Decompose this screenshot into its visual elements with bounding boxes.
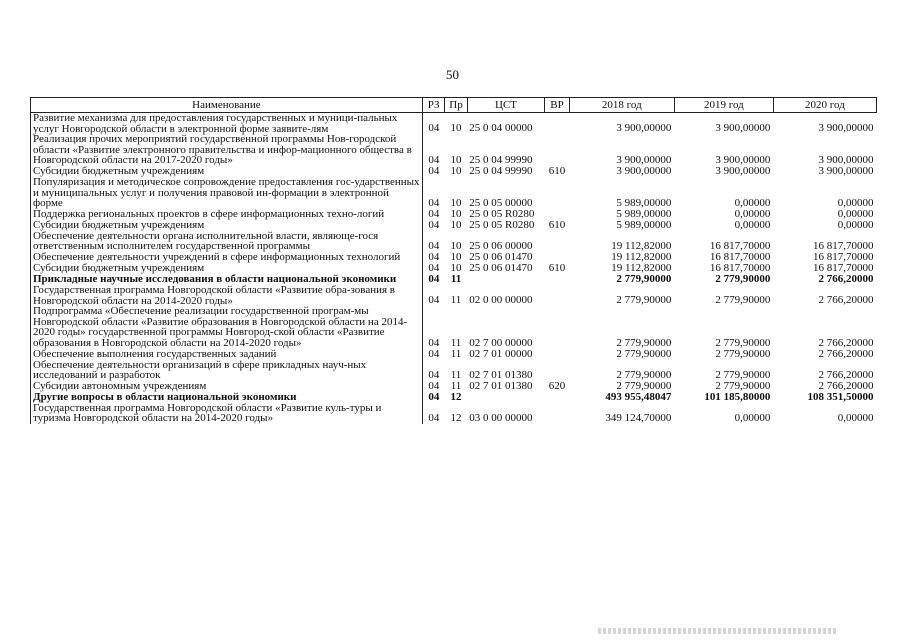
row-pr: 12 bbox=[450, 390, 462, 403]
row-name: Субсидии автономным учреждениям bbox=[31, 381, 423, 392]
row-rz: 04 bbox=[428, 250, 440, 263]
row-rz: 04 bbox=[428, 218, 440, 231]
row-vr bbox=[545, 306, 569, 348]
row-2020: 2 766,20000 bbox=[818, 347, 874, 360]
row-2018: 2 779,90000 bbox=[616, 336, 672, 349]
row-cst bbox=[467, 274, 545, 285]
row-2019: 16 817,70000 bbox=[709, 261, 771, 274]
row-2018: 5 989,00000 bbox=[616, 207, 672, 220]
row-rz: 04 bbox=[428, 261, 440, 274]
row-cst: 02 7 01 01380 bbox=[469, 368, 533, 381]
row-rz: 04 bbox=[428, 336, 440, 349]
row-cst bbox=[467, 392, 545, 403]
row-cst: 02 0 00 00000 bbox=[469, 294, 533, 307]
row-2018: 3 900,00000 bbox=[616, 164, 672, 177]
row-vr bbox=[545, 392, 569, 403]
row-vr: 610 bbox=[548, 164, 566, 177]
row-cst: 25 0 05 00000 bbox=[469, 196, 533, 209]
row-2019: 3 900,00000 bbox=[715, 164, 771, 177]
row-vr bbox=[545, 274, 569, 285]
header-rz: РЗ bbox=[422, 98, 444, 113]
row-name: Прикладные научные исследования в области национальной экономики bbox=[31, 274, 423, 285]
row-2020: 0,00000 bbox=[837, 207, 874, 220]
row-rz: 04 bbox=[428, 207, 440, 220]
row-2019: 101 185,80000 bbox=[704, 390, 771, 403]
row-2018: 3 900,00000 bbox=[616, 153, 672, 166]
table-row bbox=[31, 134, 877, 166]
row-pr: 10 bbox=[450, 218, 462, 231]
row-cst: 25 0 04 99990 bbox=[469, 164, 533, 177]
table-row bbox=[31, 360, 877, 381]
row-rz: 04 bbox=[428, 390, 440, 403]
row-2019: 3 900,00000 bbox=[715, 153, 771, 166]
row-2020: 16 817,70000 bbox=[813, 239, 874, 252]
row-name: Поддержка региональных проектов в сфере информационных техно-логий bbox=[31, 209, 423, 220]
table-row bbox=[31, 306, 877, 348]
row-name: Субсидии бюджетным учреждениям bbox=[31, 166, 423, 177]
row-2019: 2 779,90000 bbox=[715, 294, 771, 307]
row-2020: 2 766,20000 bbox=[818, 379, 874, 392]
row-vr bbox=[545, 134, 569, 166]
row-vr: 610 bbox=[548, 218, 566, 231]
row-rz: 04 bbox=[428, 153, 440, 166]
row-name: Обеспечение выполнения государственных заданий bbox=[31, 349, 423, 360]
row-pr: 11 bbox=[450, 368, 462, 381]
header-pr: Пр bbox=[445, 98, 467, 113]
row-pr: 11 bbox=[450, 272, 462, 285]
row-cst: 02 7 00 00000 bbox=[469, 336, 533, 349]
row-rz: 04 bbox=[428, 164, 440, 177]
table-row bbox=[31, 113, 877, 135]
row-2018: 2 779,90000 bbox=[616, 294, 672, 307]
row-vr bbox=[545, 177, 569, 209]
row-2019: 16 817,70000 bbox=[709, 239, 771, 252]
row-vr bbox=[545, 231, 569, 252]
header-2020: 2020 год bbox=[773, 98, 876, 113]
row-2019: 2 779,90000 bbox=[715, 347, 771, 360]
row-pr: 11 bbox=[450, 294, 462, 307]
row-name: Реализация прочих мероприятий государственной программы Нов-городской области «Развитие электронного правительства и инфор-мационного общества в Новгородской области на 2017-2020 годы» bbox=[31, 134, 423, 166]
row-name: Субсидии бюджетным учреждениям bbox=[31, 220, 423, 231]
row-2020: 108 351,50000 bbox=[807, 390, 874, 403]
row-2020: 16 817,70000 bbox=[813, 261, 874, 274]
row-cst: 02 7 01 01380 bbox=[469, 379, 533, 392]
row-2019: 3 900,00000 bbox=[715, 122, 771, 135]
row-name: Государственная программа Новгородской области «Развитие куль-туры и туризма Новгородской области на 2014-2020 годы» bbox=[31, 403, 423, 424]
table-row bbox=[31, 403, 877, 424]
row-cst: 25 0 06 01470 bbox=[469, 250, 533, 263]
row-2020: 0,00000 bbox=[837, 218, 874, 231]
row-name: Популяризация и методическое сопровождение предоставления гос-ударственных и муниципальных услуг и получения правовой ин-формации в электронной форме bbox=[31, 177, 423, 209]
row-pr: 10 bbox=[450, 207, 462, 220]
row-2020: 16 817,70000 bbox=[813, 250, 874, 263]
row-pr: 11 bbox=[450, 336, 462, 349]
row-2020: 3 900,00000 bbox=[818, 164, 874, 177]
row-name: Обеспечение деятельности учреждений в сфере информационных технологий bbox=[31, 252, 423, 263]
row-vr: 620 bbox=[548, 379, 566, 392]
row-rz: 04 bbox=[428, 347, 440, 360]
header-cst: ЦСТ bbox=[467, 98, 545, 113]
row-rz: 04 bbox=[428, 272, 440, 285]
table-row bbox=[31, 285, 877, 306]
row-2018: 19 112,82000 bbox=[611, 261, 672, 274]
row-2019: 0,00000 bbox=[734, 411, 771, 424]
row-2020: 2 766,20000 bbox=[818, 336, 874, 349]
header-2018: 2018 год bbox=[569, 98, 674, 113]
row-2018: 349 124,70000 bbox=[605, 411, 672, 424]
row-2020: 0,00000 bbox=[837, 411, 874, 424]
header-name: Наименование bbox=[31, 98, 423, 113]
row-2018: 493 955,48047 bbox=[605, 390, 672, 403]
page-number: 50 bbox=[446, 67, 459, 82]
row-pr: 10 bbox=[450, 153, 462, 166]
row-pr: 10 bbox=[450, 250, 462, 263]
row-2019: 2 779,90000 bbox=[715, 336, 771, 349]
row-pr: 11 bbox=[450, 379, 462, 392]
scan-artifact bbox=[598, 628, 838, 634]
row-rz: 04 bbox=[428, 379, 440, 392]
row-cst: 25 0 04 99990 bbox=[469, 153, 533, 166]
table-header-row bbox=[31, 98, 877, 113]
row-pr: 10 bbox=[450, 164, 462, 177]
row-2020: 3 900,00000 bbox=[818, 122, 874, 135]
row-name: Развитие механизма для предоставления государственных и муници-пальных услуг Новгородской области в электронной форме заявите-лям bbox=[31, 113, 423, 135]
row-pr: 10 bbox=[450, 122, 462, 135]
row-2019: 0,00000 bbox=[734, 207, 771, 220]
row-2019: 0,00000 bbox=[734, 218, 771, 231]
row-vr bbox=[545, 349, 569, 360]
row-vr bbox=[545, 360, 569, 381]
row-pr: 10 bbox=[450, 261, 462, 274]
row-rz: 04 bbox=[428, 368, 440, 381]
row-2019: 16 817,70000 bbox=[709, 250, 771, 263]
row-name: Обеспечение деятельности организаций в сфере прикладных науч-ных исследований и разработок bbox=[31, 360, 423, 381]
row-2020: 2 766,20000 bbox=[818, 272, 874, 285]
row-cst: 03 0 00 00000 bbox=[469, 411, 533, 424]
row-rz: 04 bbox=[428, 239, 440, 252]
row-2019: 2 779,90000 bbox=[715, 272, 771, 285]
row-rz: 04 bbox=[428, 294, 440, 307]
row-2020: 3 900,00000 bbox=[818, 153, 874, 166]
header-vr: ВР bbox=[545, 98, 569, 113]
row-vr bbox=[545, 113, 569, 135]
row-2018: 2 779,90000 bbox=[616, 272, 672, 285]
row-2018: 2 779,90000 bbox=[616, 347, 672, 360]
row-2018: 5 989,00000 bbox=[616, 196, 672, 209]
row-name: Субсидии бюджетным учреждениям bbox=[31, 263, 423, 274]
row-cst: 25 0 04 00000 bbox=[469, 122, 533, 135]
row-2019: 2 779,90000 bbox=[715, 368, 771, 381]
row-rz: 04 bbox=[428, 196, 440, 209]
table-row bbox=[31, 231, 877, 252]
row-2020: 0,00000 bbox=[837, 196, 874, 209]
row-2018: 2 779,90000 bbox=[616, 368, 672, 381]
row-rz: 04 bbox=[428, 411, 440, 424]
row-name: Обеспечение деятельности органа исполнительной власти, являюще-гося ответственным исполнителем государственной программы bbox=[31, 231, 423, 252]
row-2018: 2 779,90000 bbox=[616, 379, 672, 392]
row-2019: 2 779,90000 bbox=[715, 379, 771, 392]
row-pr: 12 bbox=[450, 411, 462, 424]
row-cst: 25 0 05 R0280 bbox=[469, 207, 535, 220]
row-cst: 25 0 06 01470 bbox=[469, 261, 533, 274]
row-vr bbox=[545, 285, 569, 306]
budget-table bbox=[30, 97, 877, 424]
table-row bbox=[31, 177, 877, 209]
row-vr bbox=[545, 403, 569, 424]
row-pr: 10 bbox=[450, 196, 462, 209]
row-pr: 11 bbox=[450, 347, 462, 360]
row-2018: 3 900,00000 bbox=[616, 122, 672, 135]
row-rz: 04 bbox=[428, 122, 440, 135]
row-2018: 19 112,82000 bbox=[611, 239, 672, 252]
row-cst: 25 0 05 R0280 bbox=[469, 218, 535, 231]
row-2018: 5 989,00000 bbox=[616, 218, 672, 231]
row-2020: 2 766,20000 bbox=[818, 368, 874, 381]
table-row bbox=[31, 349, 877, 360]
row-pr: 10 bbox=[450, 239, 462, 252]
row-2018: 19 112,82000 bbox=[611, 250, 672, 263]
row-2020: 2 766,20000 bbox=[818, 294, 874, 307]
row-name: Государственная программа Новгородской области «Развитие обра-зования в Новгородской области на 2014-2020 годы» bbox=[31, 285, 423, 306]
row-cst: 02 7 01 00000 bbox=[469, 347, 533, 360]
row-cst: 25 0 06 00000 bbox=[469, 239, 533, 252]
row-name: Другие вопросы в области национальной экономики bbox=[31, 392, 423, 403]
row-2019: 0,00000 bbox=[734, 196, 771, 209]
row-name: Подпрограмма «Обеспечение реализации государственной програм-мы Новгородской области «Развитие образования в Новгородской области на 2014-2020 годы» государственной программы Новгород-ской области «Развитие образования в Новгородской области на 2014-2020 годы» bbox=[31, 306, 423, 348]
header-2019: 2019 год bbox=[674, 98, 773, 113]
row-vr: 610 bbox=[548, 261, 566, 274]
